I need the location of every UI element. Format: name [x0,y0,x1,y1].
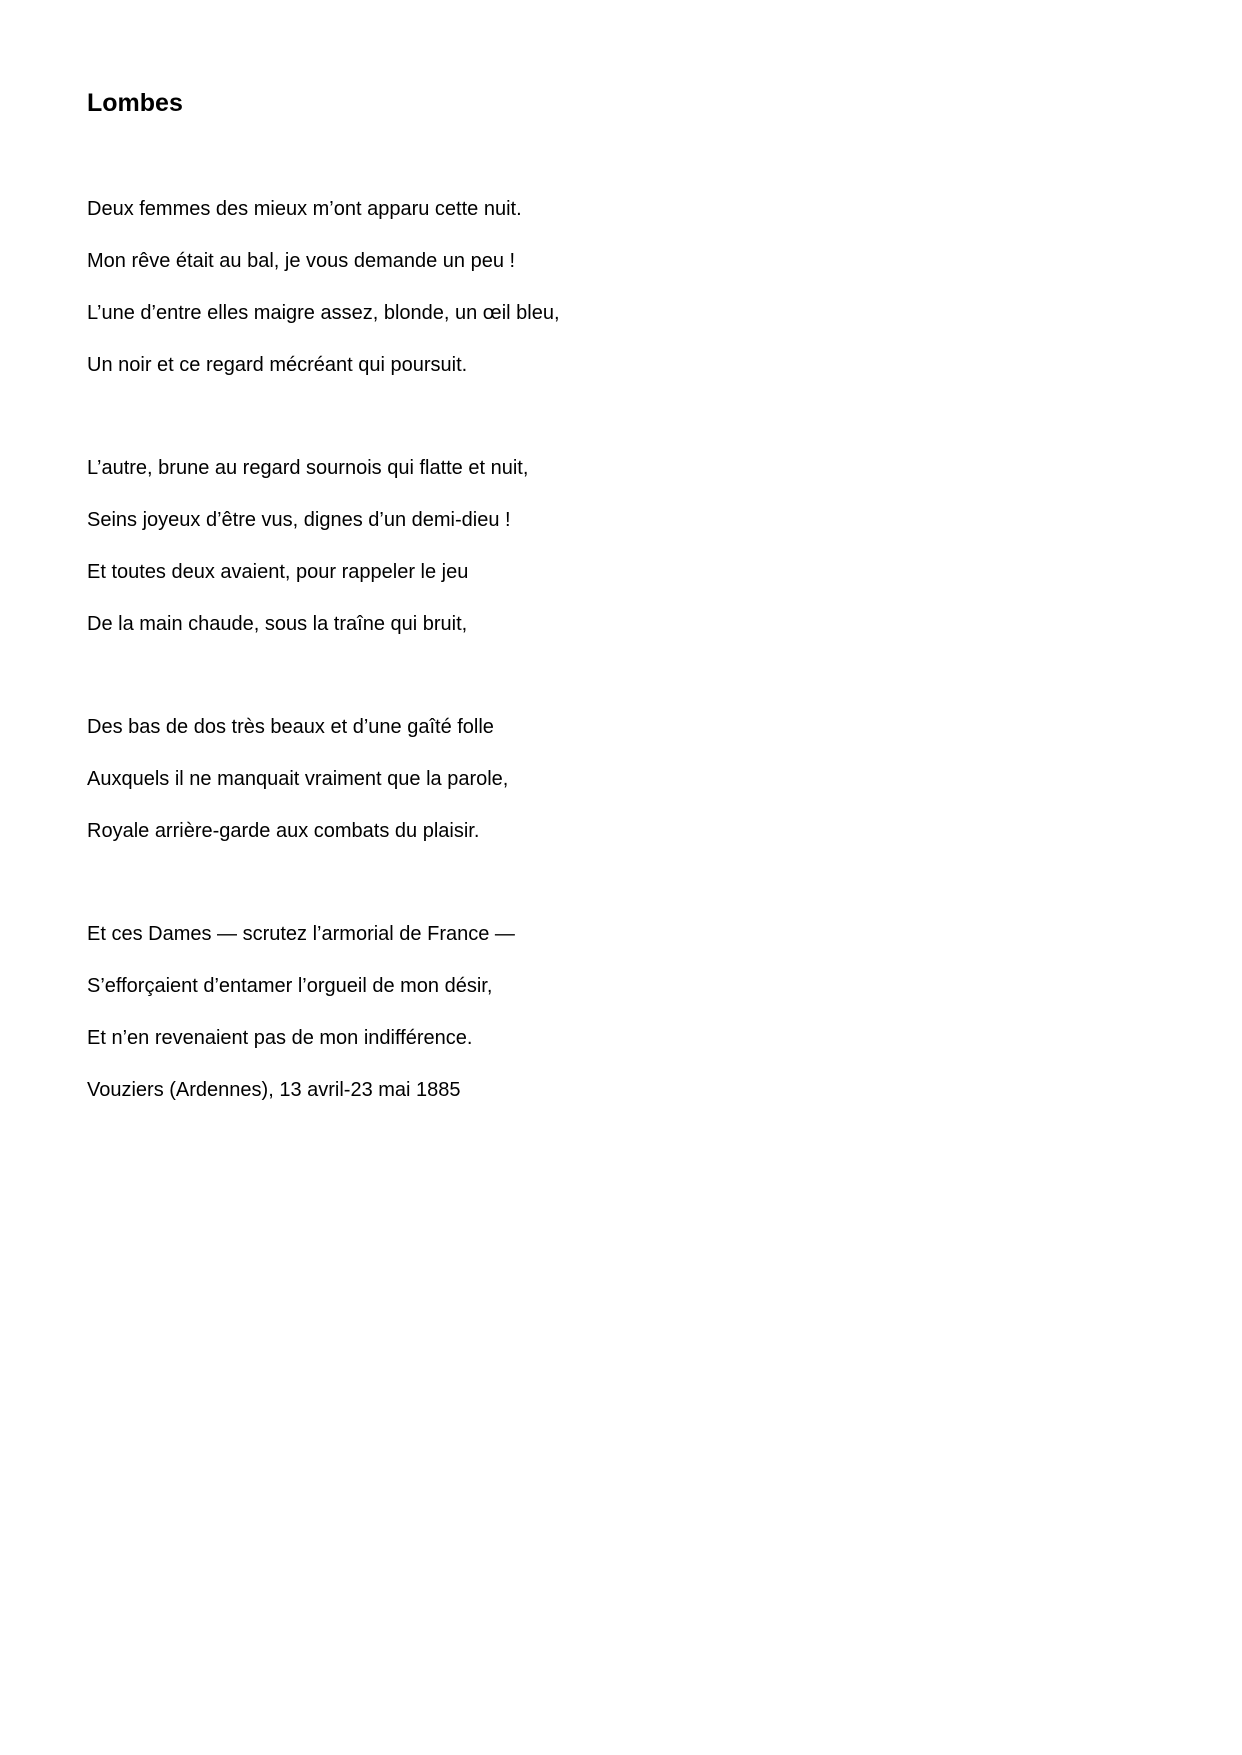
poem-line: L’une d’entre elles maigre assez, blonde, un œil bleu, [87,302,560,324]
poem-line: Des bas de dos très beaux et d’une gaîté folle [87,716,494,738]
poem-line: S’efforçaient d’entamer l’orgueil de mon désir, [87,975,493,997]
poem-line: L’autre, brune au regard sournois qui flatte et nuit, [87,457,529,479]
poem-line: Et ces Dames — scrutez l’armorial de France — [87,923,515,945]
poem-line: Mon rêve était au bal, je vous demande un peu ! [87,250,516,272]
poem-line: Et n’en revenaient pas de mon indifférence. [87,1027,473,1049]
poem-line: De la main chaude, sous la traîne qui bruit, [87,613,468,635]
poem-line: Royale arrière-garde aux combats du plaisir. [87,820,480,842]
poem-line: Auxquels il ne manquait vraiment que la parole, [87,768,509,790]
poem-line: Un noir et ce regard mécréant qui poursuit. [87,354,468,376]
poem-title: Lombes [87,89,183,117]
poem-line: Seins joyeux d’être vus, dignes d’un demi-dieu ! [87,509,511,531]
poem-line: Et toutes deux avaient, pour rappeler le jeu [87,561,469,583]
poem-signature: Vouziers (Ardennes), 13 avril-23 mai 1885 [87,1079,461,1101]
poem-line: Deux femmes des mieux m’ont apparu cette nuit. [87,198,522,220]
